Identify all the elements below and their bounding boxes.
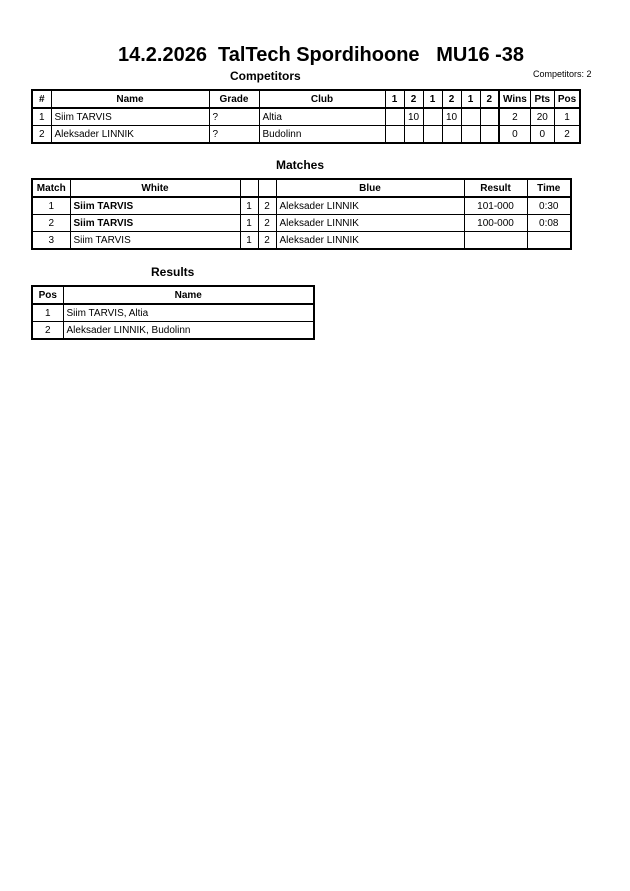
results-table <box>31 285 315 340</box>
competitors-header-row <box>32 90 580 108</box>
cell-score <box>423 126 442 144</box>
table-row <box>32 322 314 340</box>
col-header-white-score <box>240 179 258 197</box>
cell-match: 3 <box>32 232 70 250</box>
matches-header-row <box>32 179 571 197</box>
cell-club: Altia <box>259 108 385 126</box>
cell-match: 2 <box>32 215 70 232</box>
table-row <box>32 232 571 250</box>
cell-time: 0:30 <box>527 197 571 215</box>
cell-blue: Aleksader LINNIK <box>276 215 464 232</box>
cell-name: Siim TARVIS <box>51 108 209 126</box>
cell-score <box>385 126 404 144</box>
col-header-round-1c: 1 <box>461 90 480 108</box>
results-header-row <box>32 286 314 304</box>
col-header-round-2b: 2 <box>442 90 461 108</box>
cell-blue-num: 2 <box>258 197 276 215</box>
cell-blue-num: 2 <box>258 232 276 250</box>
table-row <box>32 197 571 215</box>
cell-score: 10 <box>404 108 423 126</box>
cell-result: 100-000 <box>464 215 527 232</box>
page-title: 14.2.2026 TalTech Spordihoone MU16 -38 <box>117 44 525 66</box>
competitors-table <box>31 89 581 144</box>
cell-blue: Aleksader LINNIK <box>276 197 464 215</box>
cell-white: Siim TARVIS <box>70 215 240 232</box>
cell-score <box>480 126 499 144</box>
col-header-match: Match <box>32 179 70 197</box>
col-header-time: Time <box>527 179 571 197</box>
cell-pos: 1 <box>32 304 63 322</box>
cell-name: Aleksader LINNIK, Budolinn <box>63 322 314 340</box>
results-heading: Results <box>151 265 195 279</box>
table-row <box>32 215 571 232</box>
cell-number: 1 <box>32 108 51 126</box>
cell-name: Aleksader LINNIK <box>51 126 209 144</box>
col-header-pos: Pos <box>554 90 580 108</box>
cell-pos: 2 <box>554 126 580 144</box>
cell-score <box>442 126 461 144</box>
cell-result: 101-000 <box>464 197 527 215</box>
cell-score <box>423 108 442 126</box>
competitors-heading: Competitors <box>230 69 301 83</box>
cell-white: Siim TARVIS <box>70 232 240 250</box>
cell-result <box>464 232 527 250</box>
cell-pos: 1 <box>554 108 580 126</box>
col-header-club: Club <box>259 90 385 108</box>
cell-white-num: 1 <box>240 197 258 215</box>
col-header-round-2c: 2 <box>480 90 499 108</box>
cell-match: 1 <box>32 197 70 215</box>
cell-white-num: 1 <box>240 215 258 232</box>
col-header-white: White <box>70 179 240 197</box>
cell-white: Siim TARVIS <box>70 197 240 215</box>
cell-pts: 20 <box>530 108 554 126</box>
cell-pts: 0 <box>530 126 554 144</box>
col-header-wins: Wins <box>499 90 530 108</box>
col-header-blue-score <box>258 179 276 197</box>
table-row <box>32 126 580 144</box>
col-header-grade: Grade <box>209 90 259 108</box>
cell-time: 0:08 <box>527 215 571 232</box>
col-header-number: # <box>32 90 51 108</box>
col-header-pos: Pos <box>32 286 63 304</box>
col-header-pts: Pts <box>530 90 554 108</box>
cell-score <box>385 108 404 126</box>
table-row <box>32 304 314 322</box>
cell-grade: ? <box>209 126 259 144</box>
col-header-name: Name <box>51 90 209 108</box>
col-header-result: Result <box>464 179 527 197</box>
cell-name: Siim TARVIS, Altia <box>63 304 314 322</box>
cell-score <box>480 108 499 126</box>
col-header-name: Name <box>63 286 314 304</box>
col-header-round-1a: 1 <box>385 90 404 108</box>
matches-table <box>31 178 572 250</box>
cell-blue: Aleksader LINNIK <box>276 232 464 250</box>
matches-heading: Matches <box>276 158 325 172</box>
cell-score <box>461 108 480 126</box>
table-row <box>32 108 580 126</box>
competitors-count: Competitors: 2 <box>533 69 592 79</box>
col-header-round-2a: 2 <box>404 90 423 108</box>
cell-club: Budolinn <box>259 126 385 144</box>
cell-pos: 2 <box>32 322 63 340</box>
cell-score <box>461 126 480 144</box>
col-header-blue: Blue <box>276 179 464 197</box>
cell-score: 10 <box>442 108 461 126</box>
cell-number: 2 <box>32 126 51 144</box>
cell-time <box>527 232 571 250</box>
cell-score <box>404 126 423 144</box>
cell-wins: 2 <box>499 108 530 126</box>
cell-wins: 0 <box>499 126 530 144</box>
col-header-round-1b: 1 <box>423 90 442 108</box>
cell-white-num: 1 <box>240 232 258 250</box>
cell-grade: ? <box>209 108 259 126</box>
cell-blue-num: 2 <box>258 215 276 232</box>
